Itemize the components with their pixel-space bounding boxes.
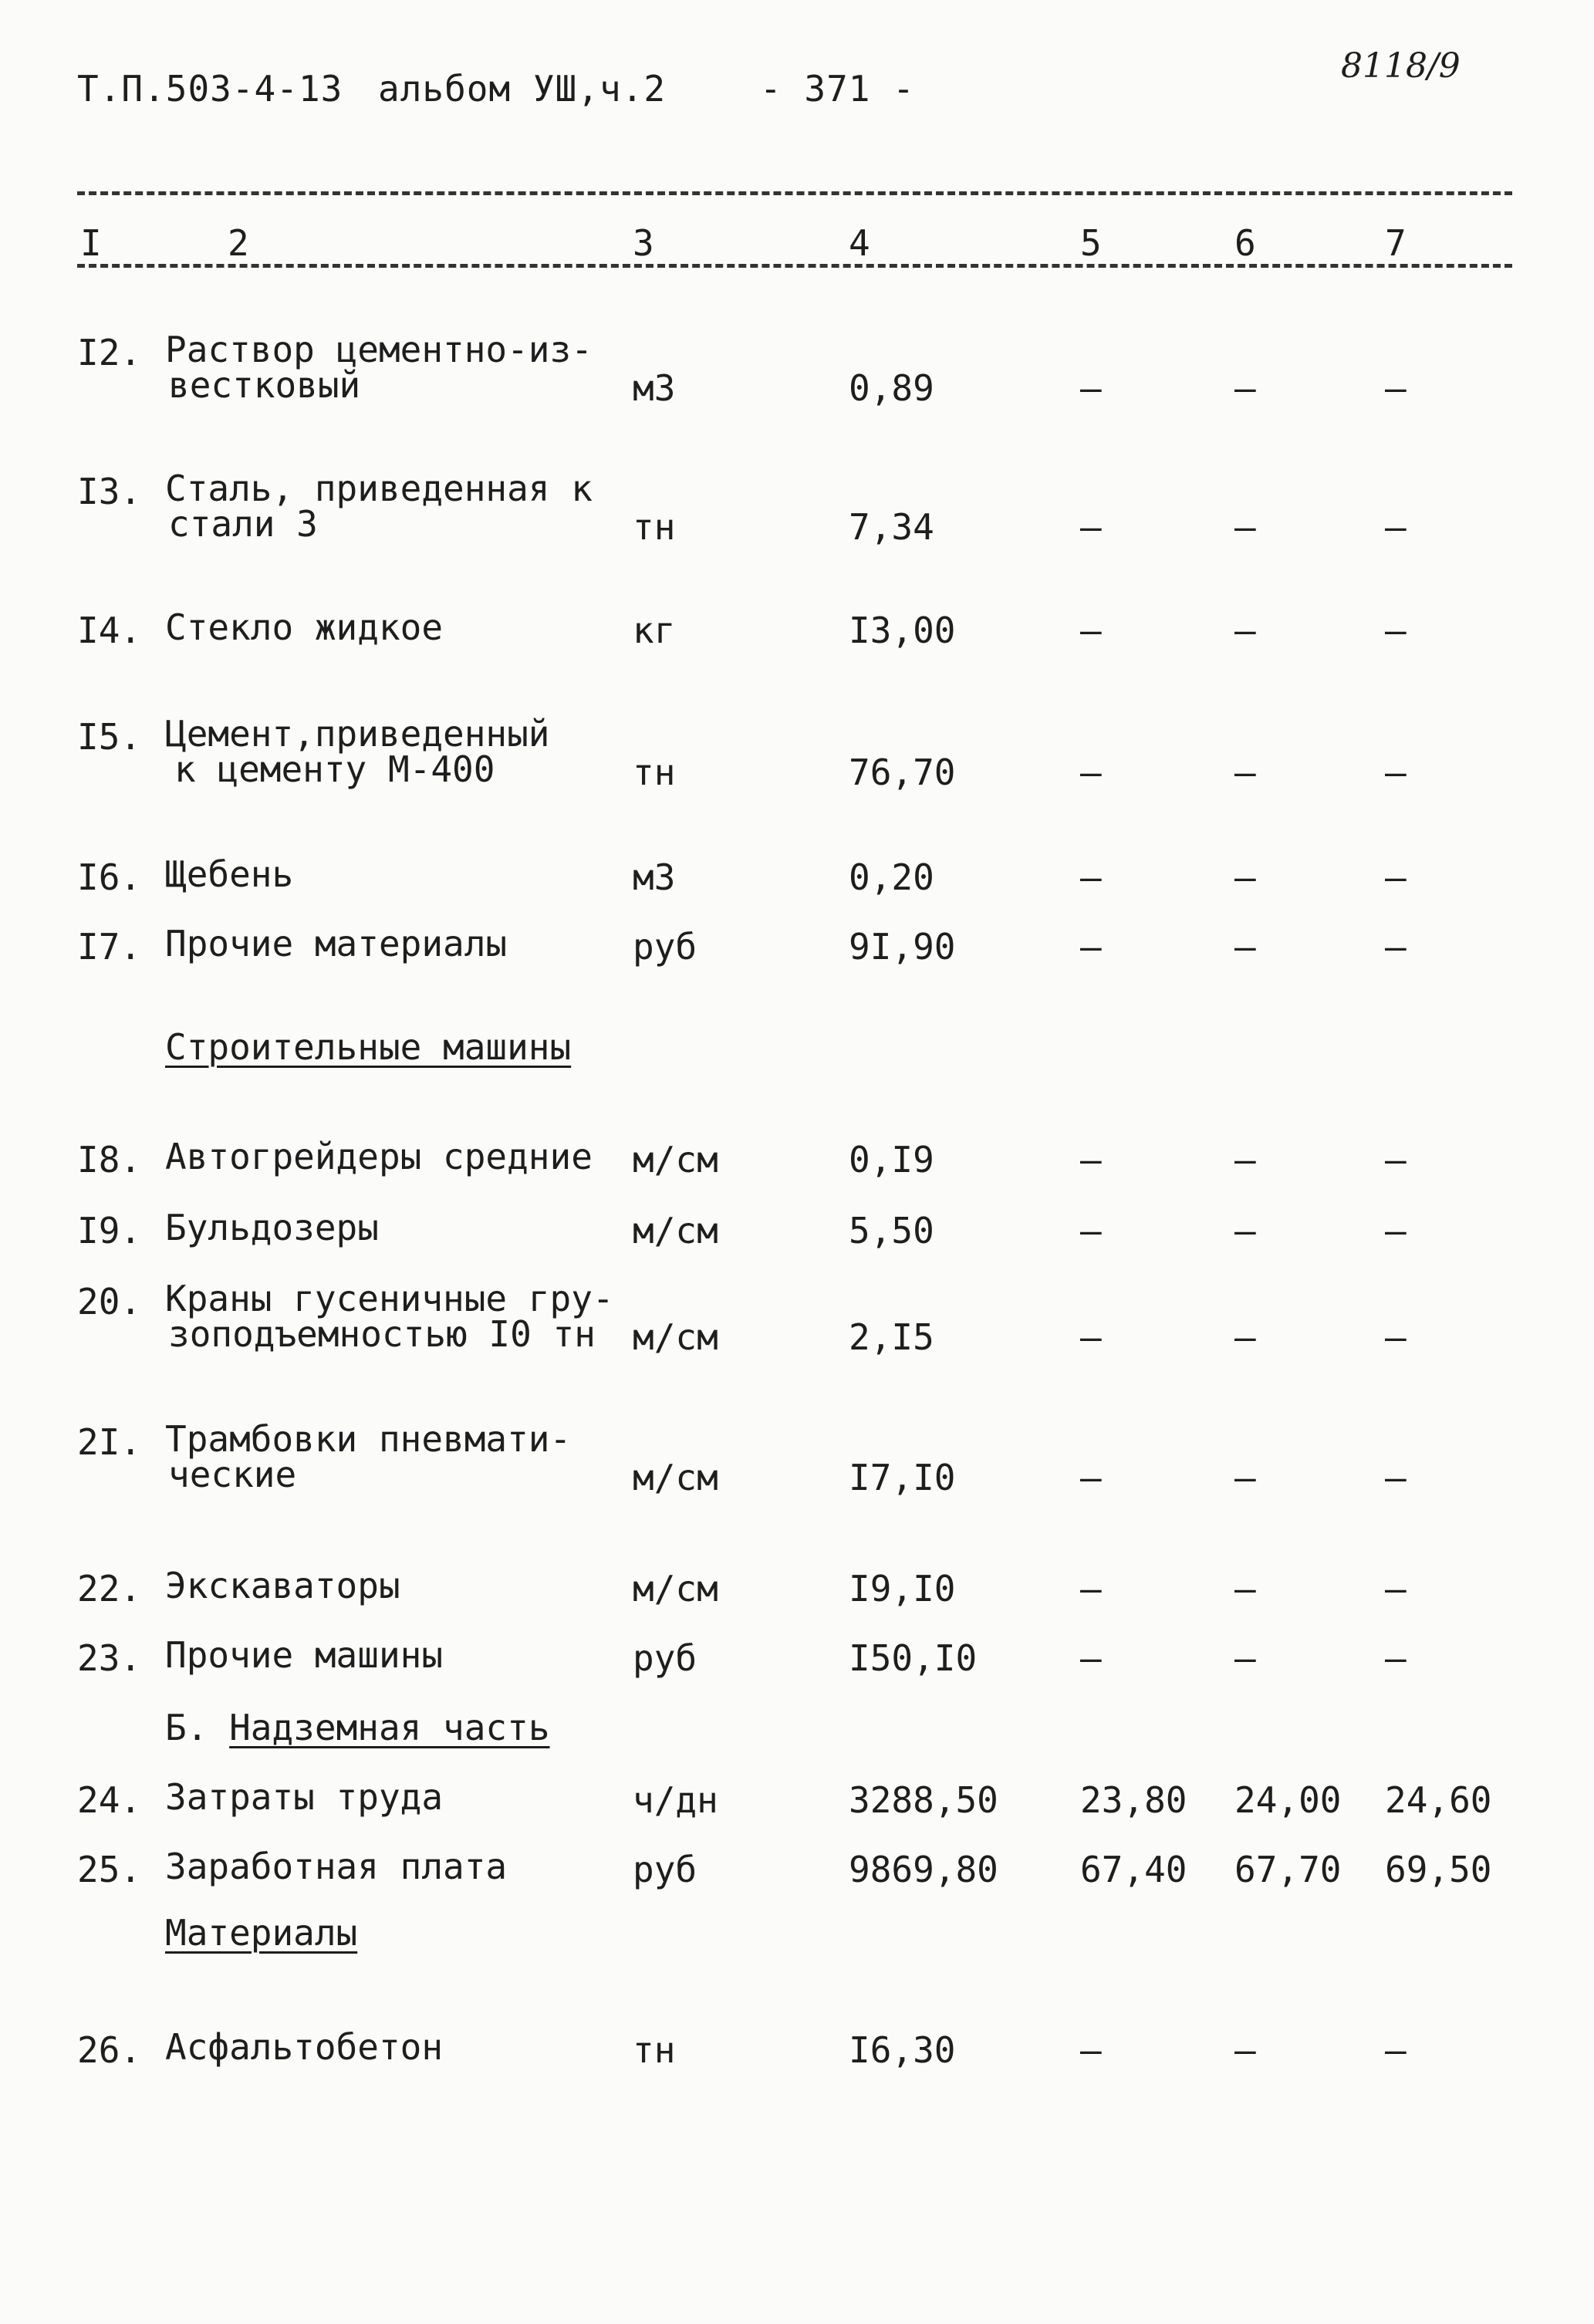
row-name-line: Заработная плата: [165, 1846, 508, 1887]
row-number: I5.: [77, 716, 142, 758]
row-value-col5: –: [1080, 506, 1102, 548]
row-unit: тн: [633, 752, 676, 793]
row-number: 22.: [77, 1568, 142, 1610]
row-name: [165, 1278, 614, 1355]
row-value-col4: 9I,90: [849, 926, 956, 968]
row-value-col7: 24,60: [1385, 1779, 1492, 1821]
row-value-col5: –: [1080, 1139, 1102, 1181]
row-unit: кг: [633, 610, 676, 651]
row-value-col5: 67,40: [1080, 1849, 1187, 1890]
row-value-col6: –: [1234, 856, 1256, 898]
row-value-col7: 69,50: [1385, 1849, 1492, 1890]
row-value-col4: I3,00: [849, 610, 956, 651]
row-value-col5: –: [1080, 1210, 1102, 1252]
section-prefix: Б.: [165, 1707, 208, 1748]
row-value-col6: –: [1234, 1568, 1256, 1610]
row-value-col7: –: [1385, 856, 1407, 898]
row-number: 25.: [77, 1849, 142, 1890]
row-name: [165, 1634, 444, 1676]
row-value-col7: –: [1385, 1139, 1407, 1181]
row-number: 24.: [77, 1779, 142, 1821]
row-unit: тн: [633, 506, 676, 548]
row-name-line: Прочие материалы: [165, 923, 508, 964]
row-value-col7: –: [1385, 1210, 1407, 1252]
row-name-line: Краны гусеничные гру-: [165, 1278, 614, 1319]
row-value-col7: –: [1385, 1568, 1407, 1610]
row-name-line: ческие: [168, 1454, 297, 1495]
row-value-col6: –: [1234, 1139, 1256, 1181]
section-title-materials: Материалы: [165, 1912, 358, 1954]
row-value-col5: 23,80: [1080, 1779, 1187, 1821]
row-name-line: зоподъемностью I0 тн: [168, 1313, 596, 1355]
row-value-col6: 24,00: [1234, 1779, 1342, 1821]
row-value-col6: –: [1234, 1637, 1256, 1679]
row-value-col4: 2,I5: [849, 1316, 934, 1358]
row-name-line: Затраты труда: [165, 1776, 444, 1818]
row-name: [165, 1565, 400, 1606]
row-name: [165, 853, 294, 895]
row-value-col5: –: [1080, 856, 1102, 898]
row-name-line: Сталь, приведенная к: [165, 468, 593, 509]
row-number: I4.: [77, 610, 142, 651]
row-name-line: вестковый: [168, 364, 361, 406]
table-top-rule: [77, 191, 1512, 195]
row-number: 20.: [77, 1281, 142, 1322]
row-name-line: Цемент,приведенный: [165, 713, 550, 755]
row-name-line: Экскаваторы: [165, 1565, 400, 1606]
row-value-col7: –: [1385, 1316, 1407, 1358]
row-name: [165, 1207, 379, 1248]
row-name: [165, 1776, 444, 1818]
row-number: I3.: [77, 471, 142, 512]
row-value-col7: –: [1385, 1457, 1407, 1498]
row-value-col7: –: [1385, 752, 1407, 793]
section-label: Надземная часть: [229, 1707, 550, 1748]
row-value-col5: –: [1080, 752, 1102, 793]
row-value-col4: I50,I0: [849, 1637, 978, 1679]
row-name: [165, 606, 444, 648]
row-name-line: Щебень: [165, 853, 294, 895]
row-value-col4: 7,34: [849, 506, 934, 548]
row-name: [165, 713, 550, 790]
row-name: [165, 1136, 593, 1177]
row-value-col6: –: [1234, 926, 1256, 968]
row-value-col5: –: [1080, 610, 1102, 651]
column-header-4: 4: [849, 222, 870, 264]
column-header-1: I: [80, 222, 102, 264]
row-unit: руб: [633, 926, 697, 968]
row-value-col4: I7,I0: [849, 1457, 956, 1498]
row-name: [165, 468, 593, 545]
row-value-col4: I6,30: [849, 2029, 956, 2071]
row-value-col6: –: [1234, 1316, 1256, 1358]
section-title-above-ground: [165, 1707, 550, 1748]
row-name: [165, 1418, 572, 1495]
row-name-line: Раствор цементно-из-: [165, 329, 593, 370]
row-unit: м3: [633, 367, 676, 409]
row-unit: м/см: [633, 1457, 718, 1498]
column-header-rule: [77, 264, 1512, 268]
row-value-col4: 0,20: [849, 856, 934, 898]
row-name-line: Трамбовки пневмати-: [165, 1418, 572, 1460]
row-unit: м3: [633, 856, 676, 898]
section-title-machines: Строительные машины: [165, 1026, 572, 1068]
row-number: I7.: [77, 926, 142, 968]
row-unit: руб: [633, 1637, 697, 1679]
row-value-col7: –: [1385, 926, 1407, 968]
row-name-line: к цементу М-400: [174, 748, 495, 790]
row-name: [165, 923, 508, 964]
row-number: I9.: [77, 1210, 142, 1252]
row-unit: руб: [633, 1849, 697, 1890]
column-header-6: 6: [1234, 222, 1256, 264]
row-value-col6: –: [1234, 1210, 1256, 1252]
row-value-col4: 76,70: [849, 752, 956, 793]
row-value-col5: –: [1080, 1568, 1102, 1610]
row-name: [165, 2026, 444, 2068]
row-value-col4: 5,50: [849, 1210, 934, 1252]
row-unit: тн: [633, 2029, 676, 2071]
row-value-col5: –: [1080, 1457, 1102, 1498]
row-value-col4: 0,I9: [849, 1139, 934, 1181]
row-value-col6: –: [1234, 506, 1256, 548]
column-header-2: 2: [228, 222, 249, 264]
row-value-col7: –: [1385, 367, 1407, 409]
row-value-col7: –: [1385, 2029, 1407, 2071]
row-value-col5: –: [1080, 1637, 1102, 1679]
album-reference: альбом УШ,ч.2: [378, 68, 667, 110]
row-name-line: Стекло жидкое: [165, 606, 444, 648]
row-unit: м/см: [633, 1568, 718, 1610]
row-unit: м/см: [633, 1139, 718, 1181]
row-unit: м/см: [633, 1210, 718, 1252]
row-name: [165, 1846, 508, 1887]
row-value-col5: –: [1080, 367, 1102, 409]
row-value-col4: I9,I0: [849, 1568, 956, 1610]
row-value-col6: –: [1234, 367, 1256, 409]
row-number: I2.: [77, 332, 142, 373]
row-value-col5: –: [1080, 1316, 1102, 1358]
row-number: I8.: [77, 1139, 142, 1181]
column-header-7: 7: [1385, 222, 1407, 264]
column-header-5: 5: [1080, 222, 1102, 264]
row-value-col4: 0,89: [849, 367, 934, 409]
row-number: 2I.: [77, 1421, 142, 1463]
row-value-col6: –: [1234, 752, 1256, 793]
row-value-col7: –: [1385, 610, 1407, 651]
row-number: 26.: [77, 2029, 142, 2071]
row-value-col6: 67,70: [1234, 1849, 1342, 1890]
row-value-col7: –: [1385, 506, 1407, 548]
row-number: 23.: [77, 1637, 142, 1679]
row-name-line: Автогрейдеры средние: [165, 1136, 593, 1177]
row-value-col4: 3288,50: [849, 1779, 998, 1821]
page-number: - 371 -: [760, 68, 915, 110]
row-name-line: Прочие машины: [165, 1634, 444, 1676]
column-header-3: 3: [633, 222, 654, 264]
row-value-col5: –: [1080, 2029, 1102, 2071]
row-name-line: Бульдозеры: [165, 1207, 379, 1248]
row-value-col6: –: [1234, 1457, 1256, 1498]
document-code: Т.П.503-4-13: [77, 68, 343, 110]
row-name-line: Асфальтобетон: [165, 2026, 444, 2068]
row-name-line: стали 3: [168, 503, 318, 545]
row-value-col6: –: [1234, 2029, 1256, 2071]
row-unit: ч/дн: [633, 1779, 718, 1821]
row-unit: м/см: [633, 1316, 718, 1358]
row-value-col4: 9869,80: [849, 1849, 998, 1890]
row-value-col7: –: [1385, 1637, 1407, 1679]
row-name: [165, 329, 593, 406]
archive-note: 8118/9: [1341, 46, 1461, 86]
row-value-col5: –: [1080, 926, 1102, 968]
row-number: I6.: [77, 856, 142, 898]
row-value-col6: –: [1234, 610, 1256, 651]
